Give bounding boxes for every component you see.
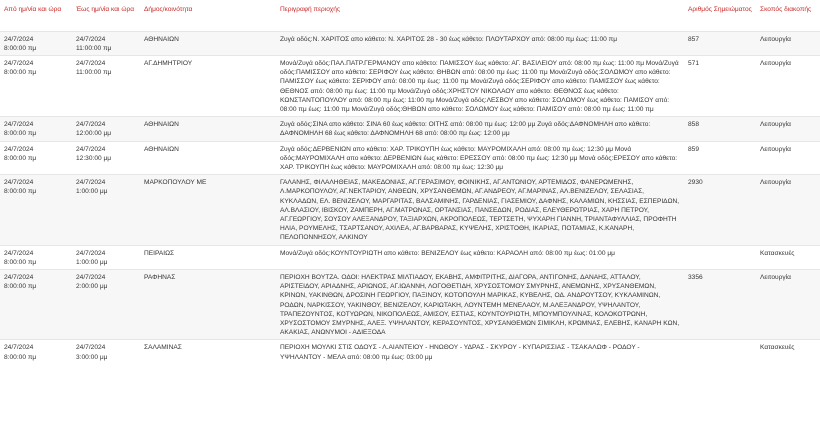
cell-number [684, 141, 756, 175]
cell-from [0, 31, 72, 55]
cell-to-text: 11:00:00 πμ [76, 69, 112, 77]
cell-from-text: 24/7/2024 [4, 35, 34, 43]
cell-to-text: 1:00:00 μμ [76, 258, 108, 266]
cell-municipality-text: ΣΑΛΑΜΙΝΑΣ [144, 344, 182, 352]
cell-number-text: 571 [688, 59, 700, 67]
cell-to [72, 117, 140, 141]
cell-municipality [140, 55, 276, 116]
cell-to-text: 24/7/2024 [76, 59, 106, 67]
cell-number [684, 55, 756, 116]
cell-reason [756, 175, 820, 245]
table-row [0, 269, 820, 339]
cell-reason-text: Λειτουργία [760, 179, 791, 187]
cell-description-text: ΠΕΡΙΟΧΗ ΒΟΥΤΖΑ. ΟΔΟΙ: ΗΛΕΚΤΡΑΣ ΜΙΛΤΙΑΔΟΥ, ΕΚΑΒΗΣ, ΑΜΦΙΤΡΙΤΗΣ, ΔΙΑΓΟΡΑ, ΑΝΤΙΓΟΝΗΣ, ΔΑΝΑΗΣ, ΑΤΤΑΛΟΥ, ΑΡΙΣΤΕΙΔΟΥ, ΑΡΙΑΔΝΗΣ, ΑΡΙΩΝΟΣ, ΑΓ.ΙΩΑΝΝΗ, ΛΟΓΟΘΕΤΙΔΗ, ΧΡΥΣΟΣΤΟΜΟΥ ΣΜΥΡΝΗΣ, ΑΝΕΜΩΝΗΣ, ΧΡΥΣΑΝΘΕΜΩΝ, ΚΡΙΝΩΝ, ΥΑΚΙΝΘΩΝ, ΔΡΟΣΙΝΗ ΓΕΩΡΓΙΟΥ, ΠΑΞΙΝΟΥ, ΚΟΤΟΠΟΥΛΗ ΜΑΡΙΚΑΣ, ΚΥΒΕΛΗΣ, ΟΔ. ΑΝΔΡΟΥΤΣΟΥ, ΚΥΚΛΑΜΙΝΩΝ, ΡΟΔΩΝ, ΝΑΡΚΙΣΣΟΥ, ΥΑΚΙΝΘΟΥ, ΒΕΝΙΖΕΛΟΥ, ΚΑΡΙΩΤΑΚΗ, ΛΟΥΝΤΕΜΗ ΜΕΝΕΛΑΟΥ, Μ.ΑΛΕΞΑΝΔΡΟΥ, ΥΨΗΛΑΝΤΟΥ, ΤΡΑΠΕΖΟΥΝΤΟΣ, ΚΟΤΥΩΡΩΝ, ΝΙΚΟΠΟΛΕΩΣ, ΑΜΙΣΟΥ, ΕΣΤΙΑΣ, ΚΟΥΝΤΟΥΡΙΩΤΗ, ΜΠΟΥΜΠΟΥΛΙΝΑΣ, ΚΟΛΟΚΟΤΡΩΝΗ, ΧΡΥΣΟΣΤΟΜΟΥ ΣΜΥΡΝΗΣ, ΑΛΕΞ. ΥΨΗΛΑΝΤΟΥ, ΚΕΡΑΣΟΥΝΤΟΣ, ΧΡΥΣΑΝΘΕΜΩΝ ΣΙΜΙΚΛΗ, ΚΡΩΜΝΑΣ, ΕΛΕΒΗΣ, ΚΑΝΑΡΗ ΚΩΝ, ΑΚΑΚΙΑΣ, ΑΝΩΝΥΜΟΙ - ΑΔΙΕΞΟΔΑ [280, 273, 680, 337]
cell-from [0, 245, 72, 269]
cell-number [684, 31, 756, 55]
column-header-from[interactable]: Από ημ/νία και ώρα [4, 6, 62, 13]
cell-to-text: 24/7/2024 [76, 35, 106, 43]
cell-from-text: 8:00:00 πμ [4, 188, 37, 196]
column-header-municipality[interactable]: Δήμος/κοινότητα [144, 6, 193, 13]
cell-to [72, 141, 140, 175]
cell-municipality-text: ΑΘΗΝΑΙΩΝ [144, 121, 179, 129]
table-row [0, 55, 820, 116]
cell-from-text: 24/7/2024 [4, 273, 34, 281]
cell-to-text: 24/7/2024 [76, 249, 106, 257]
cell-to [72, 55, 140, 116]
cell-description [276, 175, 684, 245]
cell-description [276, 269, 684, 339]
cell-to [72, 340, 140, 364]
cell-to-text: 11:00:00 πμ [76, 44, 112, 52]
cell-reason-text: Λειτουργία [760, 35, 791, 43]
table-row [0, 175, 820, 245]
cell-reason-text: Λειτουργία [760, 145, 791, 153]
cell-description [276, 340, 684, 364]
cell-to [72, 245, 140, 269]
cell-number-text: 3356 [688, 273, 703, 281]
cell-municipality-text: ΑΘΗΝΑΙΩΝ [144, 145, 179, 153]
cell-description-text: Μονά/Ζυγά οδός:ΚΟΥΝΤΟΥΡΙΩΤΗ απο κάθετο: ΒΕΝΙΖΕΛΟΥ έως κάθετο: ΚΑΡΑΟΛΗ από: 08:00 πμ έως: 01:00 μμ [280, 249, 615, 257]
cell-description [276, 141, 684, 175]
cell-description-text: Ζυγά οδός:ΣΙΝΑ απο κάθετο: ΣΙΝΑ 60 έως κάθετο: ΟΙΤΗΣ από: 08:00 πμ έως: 12:00 μμ Ζυγά οδός:ΔΑΦΝΟΜΗΛΗ απο κάθετο: ΔΑΦΝΟΜΗΛΗ 68 έως κάθετο: ΔΑΦΝΟΜΗΛΗ 68 από: 08:00 πμ έως: 12:00 μμ [280, 121, 651, 138]
cell-municipality [140, 245, 276, 269]
cell-number [684, 245, 756, 269]
cell-from [0, 340, 72, 364]
cell-number-text: 859 [688, 145, 700, 153]
cell-from-text: 24/7/2024 [4, 179, 34, 187]
column-header-reason[interactable]: Σκοπός διακοπής [760, 6, 812, 13]
cell-from-text: 24/7/2024 [4, 344, 34, 352]
cell-from [0, 141, 72, 175]
cell-to-text: 12:00:00 μμ [76, 130, 112, 138]
cell-reason-text: Λειτουργία [760, 59, 791, 67]
cell-number-text: 858 [688, 121, 700, 129]
cell-description [276, 117, 684, 141]
cell-to-text: 24/7/2024 [76, 273, 106, 281]
cell-from-text: 8:00:00 πμ [4, 130, 37, 138]
cell-to-text: 2:00:00 μμ [76, 283, 108, 291]
cell-reason [756, 245, 820, 269]
cell-from-text: 24/7/2024 [4, 249, 34, 257]
cell-municipality-text: ΑΓ.ΔΗΜΗΤΡΙΟΥ [144, 59, 193, 67]
cell-from-text: 24/7/2024 [4, 59, 34, 67]
cell-to [72, 269, 140, 339]
cell-municipality-text: ΡΑΦΗΝΑΣ [144, 273, 176, 281]
cell-reason [756, 141, 820, 175]
cell-description [276, 31, 684, 55]
cell-description-text: Ζυγά οδός:Ν. ΧΑΡΙΤΟΣ απο κάθετο: Ν. ΧΑΡΙΤΟΣ 28 - 30 έως κάθετο: ΠΛΟΥΤΑΡΧΟΥ από: 08:00 πμ έως: 11:00 πμ [280, 35, 617, 43]
cell-from-text: 8:00:00 πμ [4, 258, 37, 266]
cell-reason [756, 55, 820, 116]
cell-reason-text: Κατασκευές [760, 249, 795, 257]
cell-to-text: 24/7/2024 [76, 179, 106, 187]
column-header-description[interactable]: Περιγραφή περιοχής [280, 6, 341, 13]
cell-reason [756, 269, 820, 339]
cell-municipality-text: ΜΑΡΚΟΠΟΥΛΟΥ ΜΕ [144, 179, 207, 187]
cell-description [276, 55, 684, 116]
cell-from-text: 8:00:00 πμ [4, 44, 37, 52]
cell-from [0, 175, 72, 245]
cell-to-text: 3:00:00 μμ [76, 353, 108, 361]
cell-municipality [140, 269, 276, 339]
table-row [0, 340, 820, 364]
cell-from [0, 269, 72, 339]
cell-from-text: 8:00:00 πμ [4, 353, 37, 361]
cell-municipality [140, 117, 276, 141]
cell-municipality [140, 340, 276, 364]
cell-to-text: 24/7/2024 [76, 145, 106, 153]
table-row [0, 141, 820, 175]
cell-from [0, 117, 72, 141]
cell-number [684, 340, 756, 364]
cell-reason [756, 340, 820, 364]
cell-description-text: Ζυγά οδός:ΔΕΡΒΕΝΙΩΝ απο κάθετο: ΧΑΡ. ΤΡΙΚΟΥΠΗ έως κάθετο: ΜΑΥΡΟΜΙΧΑΛΗ από: 08:00 πμ έως: 12:30 μμ Μονά οδός:ΜΑΥΡΟΜΙΧΑΛΗ απο κάθετο: ΔΕΡΒΕΝΙΩΝ έως κάθετο: ΕΡΕΣΣΟΥ από: 08:00 πμ έως: 12:30 μμ Μονά οδός:ΕΡΕΣΟΥ απο κάθετο: ΧΑΡ. ΤΡΙΚΟΥΠΗ έως κάθετο: ΜΑΥΡΟΜΙΧΑΛΗ από: 08:00 πμ έως: 12:30 μμ [280, 145, 678, 171]
cell-from-text: 8:00:00 πμ [4, 69, 37, 77]
cell-from-text: 24/7/2024 [4, 121, 34, 129]
cell-to [72, 175, 140, 245]
cell-from-text: 24/7/2024 [4, 145, 34, 153]
column-header-to[interactable]: Έως ημ/νία και ώρα [76, 6, 135, 13]
table-row [0, 31, 820, 55]
cell-to-text: 24/7/2024 [76, 121, 106, 129]
cell-reason [756, 31, 820, 55]
cell-from [0, 55, 72, 116]
cell-to-text: 1:00:00 μμ [76, 188, 108, 196]
cell-number-text: 857 [688, 35, 700, 43]
table-row [0, 117, 820, 141]
cell-description [276, 245, 684, 269]
cell-reason-text: Λειτουργία [760, 121, 791, 129]
cell-number [684, 175, 756, 245]
cell-description-text: Μονά/Ζυγά οδός:ΠΑΛ.ΠΑΤΡ.ΓΕΡΜΑΝΟΥ απο κάθετο: ΠΑΜΙΣΣΟΥ έως κάθετο: ΑΓ. ΒΑΣΙΛΕΙΟΥ από: 08:00 πμ έως: 11:00 πμ Μονά/Ζυγά οδός:ΠΑΜΙΣΣΟΥ απο κάθετο: ΣΕΡΙΦΟΥ έως κάθετο: ΘΗΒΩΝ από: 08:00 πμ έως: 11:00 πμ Μονά/Ζυγά οδός:ΣΟΛΩΜΟΥ απο κάθετο: ΠΑΜΙΣΣΟΥ έως κάθετο: ΣΕΡΙΦΟΥ από: 08:00 πμ έως: 11:00 πμ Μονά/Ζυγά οδός:ΣΕΡΙΦΟΥ απο κάθετο: ΠΑΜΙΣΣΟΥ έως κάθετο: ΘΕΘΝΟΣ από: 08:00 πμ έως: 11:00 πμ Μονά/Ζυγά οδός:ΧΡΗΣΤΟΥ ΝΙΚΟΛΑΟΥ απο κάθετο: ΘΕΘΝΟΣ έως κάθετο: ΚΩΝΣΤΑΝΤΟΠΟΥΛΟΥ από: 08:00 πμ έως: 11:00 πμ Μονά/Ζυγά οδός:ΛΕΣΒΟΥ απο κάθετο: ΣΟΛΩΜΟΥ έως κάθετο: ΠΑΜΙΣΟΥ από: 08:00 πμ έως: 11:00 πμ Μονά/Ζυγά οδός:ΘΗΒΩΝ απο κάθετο: ΣΟΛΩΜΟΥ έως κάθετο: ΠΑΜΙΣΟΥ από: 08:00 πμ έως: 11:00 πμ [280, 59, 679, 113]
cell-from-text: 8:00:00 πμ [4, 283, 37, 291]
cell-reason [756, 117, 820, 141]
cell-municipality [140, 175, 276, 245]
cell-number [684, 117, 756, 141]
cell-from-text: 8:00:00 πμ [4, 154, 37, 162]
cell-number-text: 2930 [688, 179, 703, 187]
cell-municipality [140, 141, 276, 175]
cell-number [684, 269, 756, 339]
cell-municipality [140, 31, 276, 55]
cell-reason-text: Κατασκευές [760, 344, 795, 352]
cell-to-text: 12:30:00 μμ [76, 154, 112, 162]
column-header-number[interactable]: Αριθμός Σημειώματος [688, 6, 752, 13]
cell-to [72, 31, 140, 55]
cell-municipality-text: ΠΕΙΡΑΙΩΣ [144, 249, 175, 257]
cell-description-text: ΓΑΛΑΝΗΣ, ΦΙΛΑΛΗΘΕΙΑΣ, ΜΑΚΕΔΟΝΙΑΣ, ΑΓ.ΓΕΡΑΣΙΜΟΥ, ΦΟΙΝΙΚΗΣ, ΑΓ.ΑΝΤΩΝΙΟΥ, ΑΡΤΕΜΙΔΟΣ, ΦΑΝΕΡΩΜΕΝΗΣ, Λ.ΜΑΡΚΟΠΟΥΛΟΥ, ΑΓ.ΝΕΚΤΑΡΙΟΥ, ΑΝΘΕΩΝ, ΧΡΥΣΑΝΘΕΜΩΝ, ΑΓ.ΑΝΔΡΕΟΥ, ΑΓ.ΜΑΡΙΝΑΣ, ΑΛ.ΒΕΝΙΖΕΛΟΥ, ΣΕΛΑΣΙΑΣ, ΚΥΚΛΑΔΩΝ, ΕΛ. ΒΕΝΙΖΕΛΟΥ, ΜΑΡΓΑΡΙΤΑΣ, ΒΑΛΣΑΜΙΝΗΣ, ΓΑΡΔΕΝΙΑΣ, ΓΙΑΣΕΜΙΟΥ, ΔΑΦΝΗΣ, ΚΑΛΑΜΙΩΝ, ΚΗΣΣΙΑΣ, ΕΣΠΕΡΙΔΩΝ, ΑΛ.ΒΛΑΣΙΟΥ, ΙΒΙΣΚΟΥ, ΖΑΜΠΕΡΗ, ΑΓ.ΜΑΤΡΩΝΑΣ, ΟΡΤΑΝΣΙΑΣ, ΠΑΝΣΕΔΩΝ, ΡΟΔΙΑΣ, ΕΛΕΥΘΕΡΩΤΡΙΑΣ, ΧΑΡΗ ΠΕΤΡΟΥ, ΑΓ.ΓΕΩΡΓΙΟΥ, ΣΟΥΣΟΥ ΑΛΕΞΑΝΔΡΟΥ, ΤΑΞΙΑΡΧΩΝ, ΑΚΡΟΠΟΛΕΩΣ, ΤΕΡΤΣΕΤΗ, ΨΥΧΑΡΗ ΓΙΑΝΝΗ, ΤΡΙΑΝΤΑΦΥΛΛΙΑΣ, ΠΡΟΦΗΤΗ ΗΛΙΑ, ΡΟΥΜΕΛΗΣ, ΤΣΑΡΤΣΑΝΟΥ, ΑΧΙΛΕΑ, ΑΓ.ΒΑΡΒΑΡΑΣ, ΚΥΨΕΛΗΣ, ΧΡΙΣΤΟΘΗ, ΙΚΑΡΙΑΣ, ΠΟΤΑΜΙΑΣ, Κ.ΚΑΝΑΡΗ, ΠΕΛΟΠΟΝΝΗΣΟΥ, ΑΛΚΙΝΟΥ [280, 179, 680, 242]
cell-to-text: 24/7/2024 [76, 344, 106, 352]
table-header-row [0, 0, 820, 31]
cell-description-text: ΠΕΡΙΟΧΗ ΜΟΥΛΚΙ ΣΤΙΣ ΟΔΟΥΣ - Λ.ΑΙΑΝΤΕΙΟΥ - ΗΝΩΘΟΥ - ΥΔΡΑΣ - ΣΚΥΡΟΥ - ΚΥΠΑΡΙΣΣΙΑΣ - ΤΣΑΚΑΛΩΦ - ΡΟΔΟΥ - ΥΨΗΛΑΝΤΟΥ - ΜΕΛΑ από: 08:00 πμ έως: 03:00 μμ [280, 344, 640, 361]
cell-municipality-text: ΑΘΗΝΑΙΩΝ [144, 35, 179, 43]
cell-reason-text: Λειτουργία [760, 273, 791, 281]
table-row [0, 245, 820, 269]
